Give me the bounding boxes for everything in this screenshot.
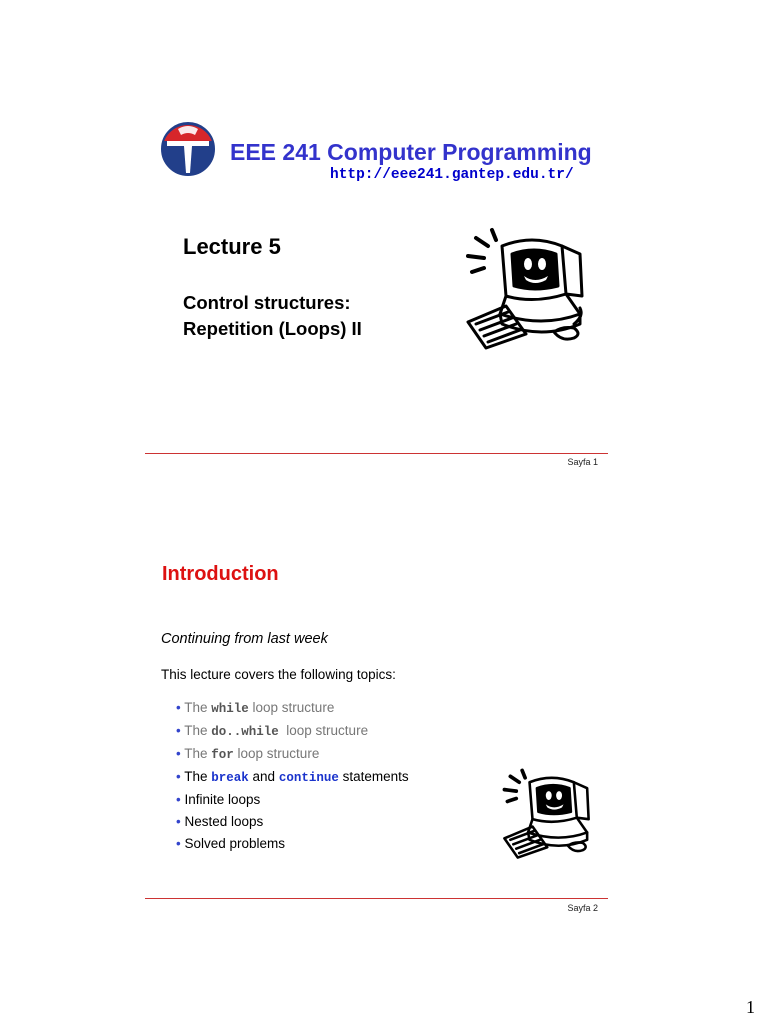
bullet-icon: • bbox=[176, 746, 181, 761]
bullet-icon: • bbox=[176, 723, 181, 738]
topic-list bbox=[176, 697, 409, 855]
topic-while bbox=[176, 697, 409, 720]
bullet-icon: • bbox=[176, 792, 181, 807]
topic-text: Solved problems bbox=[184, 836, 286, 851]
topic-code-continue: continue bbox=[278, 771, 339, 785]
topic-text: loop structure bbox=[248, 700, 335, 715]
computer-clipart-icon bbox=[462, 224, 592, 354]
topic-for bbox=[176, 743, 409, 766]
bullet-icon: • bbox=[176, 814, 181, 829]
bullet-icon: • bbox=[176, 769, 181, 784]
intro-title: Introduction bbox=[162, 563, 279, 585]
topic-text: The bbox=[184, 769, 212, 784]
topic-nested-loops bbox=[176, 811, 409, 833]
lecture-topic bbox=[183, 290, 362, 342]
topic-code: for bbox=[211, 748, 234, 762]
lecture-topic-line-1: Control structures: bbox=[183, 292, 351, 313]
slide-1-divider bbox=[145, 453, 608, 454]
topic-text: The bbox=[184, 746, 212, 761]
topic-text: statements bbox=[338, 769, 409, 784]
topic-code: do..while bbox=[211, 725, 279, 739]
bullet-icon: • bbox=[176, 700, 181, 715]
topic-do-while bbox=[176, 720, 409, 743]
course-url[interactable]: http://eee241.gantep.edu.tr/ bbox=[330, 167, 574, 183]
intro-subtitle: Continuing from last week bbox=[161, 631, 328, 647]
topic-text: Nested loops bbox=[184, 814, 264, 829]
topic-text: and bbox=[248, 769, 279, 784]
computer-clipart-icon bbox=[500, 764, 596, 864]
topic-solved-problems bbox=[176, 833, 409, 855]
intro-lead: This lecture covers the following topics: bbox=[161, 667, 396, 682]
lecture-topic-line-2: Repetition (Loops) II bbox=[183, 318, 362, 339]
topic-break-continue bbox=[176, 766, 409, 789]
lecture-number: Lecture 5 bbox=[183, 234, 281, 259]
course-title: EEE 241 Computer Programming bbox=[230, 139, 592, 165]
sheet-number: 1 bbox=[746, 997, 755, 1017]
university-logo bbox=[160, 121, 216, 177]
topic-text: The bbox=[184, 700, 212, 715]
topic-code: while bbox=[211, 702, 249, 716]
topic-code-break: break bbox=[211, 771, 249, 785]
topic-text: loop structure bbox=[278, 723, 369, 738]
bullet-icon: • bbox=[176, 836, 181, 851]
topic-text: The bbox=[184, 723, 212, 738]
slide-2-page-label: Sayfa 2 bbox=[567, 903, 598, 913]
slide-2-divider bbox=[145, 898, 608, 899]
topic-text: loop structure bbox=[233, 746, 320, 761]
topic-infinite-loops bbox=[176, 789, 409, 811]
slide-1-page-label: Sayfa 1 bbox=[567, 457, 598, 467]
topic-text: Infinite loops bbox=[184, 792, 261, 807]
